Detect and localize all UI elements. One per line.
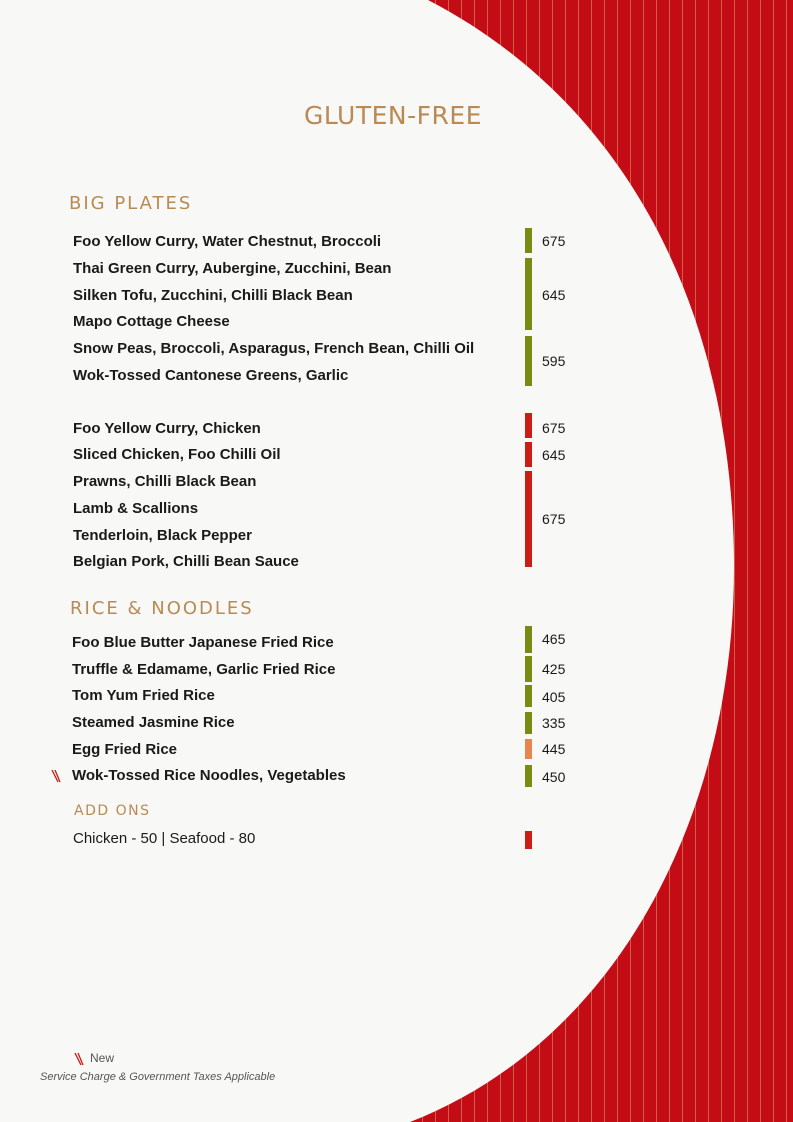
menu-item: Wok-Tossed Cantonese Greens, Garlic (73, 367, 349, 384)
menu-item: Egg Fried Rice (72, 741, 178, 758)
price: 675 (542, 420, 566, 436)
menu-item: Foo Yellow Curry, Chicken (73, 420, 261, 437)
veg-indicator (525, 258, 532, 330)
menu-item: Steamed Jasmine Rice (72, 714, 235, 731)
chopsticks-icon (51, 769, 61, 783)
menu-item: Belgian Pork, Chilli Bean Sauce (73, 553, 299, 570)
veg-indicator (525, 656, 532, 682)
nonveg-indicator (525, 442, 532, 467)
price: 675 (542, 511, 566, 527)
price: 675 (542, 233, 566, 249)
price: 465 (542, 631, 566, 647)
menu-item: Tenderloin, Black Pepper (73, 527, 252, 544)
add-ons-heading: ADD ONS (74, 803, 151, 819)
nonveg-indicator (525, 413, 532, 438)
veg-indicator (525, 765, 532, 787)
menu-item: Lamb & Scallions (73, 500, 199, 517)
chopsticks-icon (74, 1052, 84, 1066)
nonveg-indicator (525, 471, 532, 567)
menu-item: Snow Peas, Broccoli, Asparagus, French Bean, Chilli Oil (73, 340, 475, 357)
legend-new-label: New (90, 1051, 115, 1065)
veg-indicator (525, 228, 532, 253)
veg-indicator (525, 336, 532, 386)
menu-item: Wok-Tossed Rice Noodles, Vegetables (72, 767, 346, 784)
rice-noodles-heading: RICE & NOODLES (70, 598, 254, 619)
price: 445 (542, 741, 566, 757)
menu-item: Tom Yum Fried Rice (72, 687, 215, 704)
price: 405 (542, 689, 566, 705)
menu-item: Foo Blue Butter Japanese Fried Rice (72, 634, 334, 651)
menu-item: Sliced Chicken, Foo Chilli Oil (73, 446, 281, 463)
egg-indicator (525, 739, 532, 759)
menu-item: Foo Yellow Curry, Water Chestnut, Broccoli (73, 233, 382, 250)
price: 645 (542, 287, 566, 303)
page-title: GLUTEN-FREE (304, 101, 482, 130)
footer-note: Service Charge & Government Taxes Applicable (40, 1071, 276, 1083)
nonveg-indicator (525, 831, 532, 849)
menu-item: Silken Tofu, Zucchini, Chilli Black Bean (73, 287, 353, 304)
menu-item: Mapo Cottage Cheese (73, 313, 230, 330)
veg-indicator (525, 626, 532, 653)
menu-item: Thai Green Curry, Aubergine, Zucchini, Bean (73, 260, 392, 277)
price: 425 (542, 661, 566, 677)
big-plates-heading: BIG PLATES (69, 193, 193, 214)
price: 645 (542, 447, 566, 463)
price: 450 (542, 769, 566, 785)
menu-item: Prawns, Chilli Black Bean (73, 473, 257, 490)
veg-indicator (525, 712, 532, 734)
menu-item: Truffle & Edamame, Garlic Fried Rice (72, 661, 336, 678)
veg-indicator (525, 685, 532, 707)
price: 595 (542, 353, 566, 369)
price: 335 (542, 715, 566, 731)
add-ons-text: Chicken - 50 | Seafood - 80 (73, 830, 256, 847)
